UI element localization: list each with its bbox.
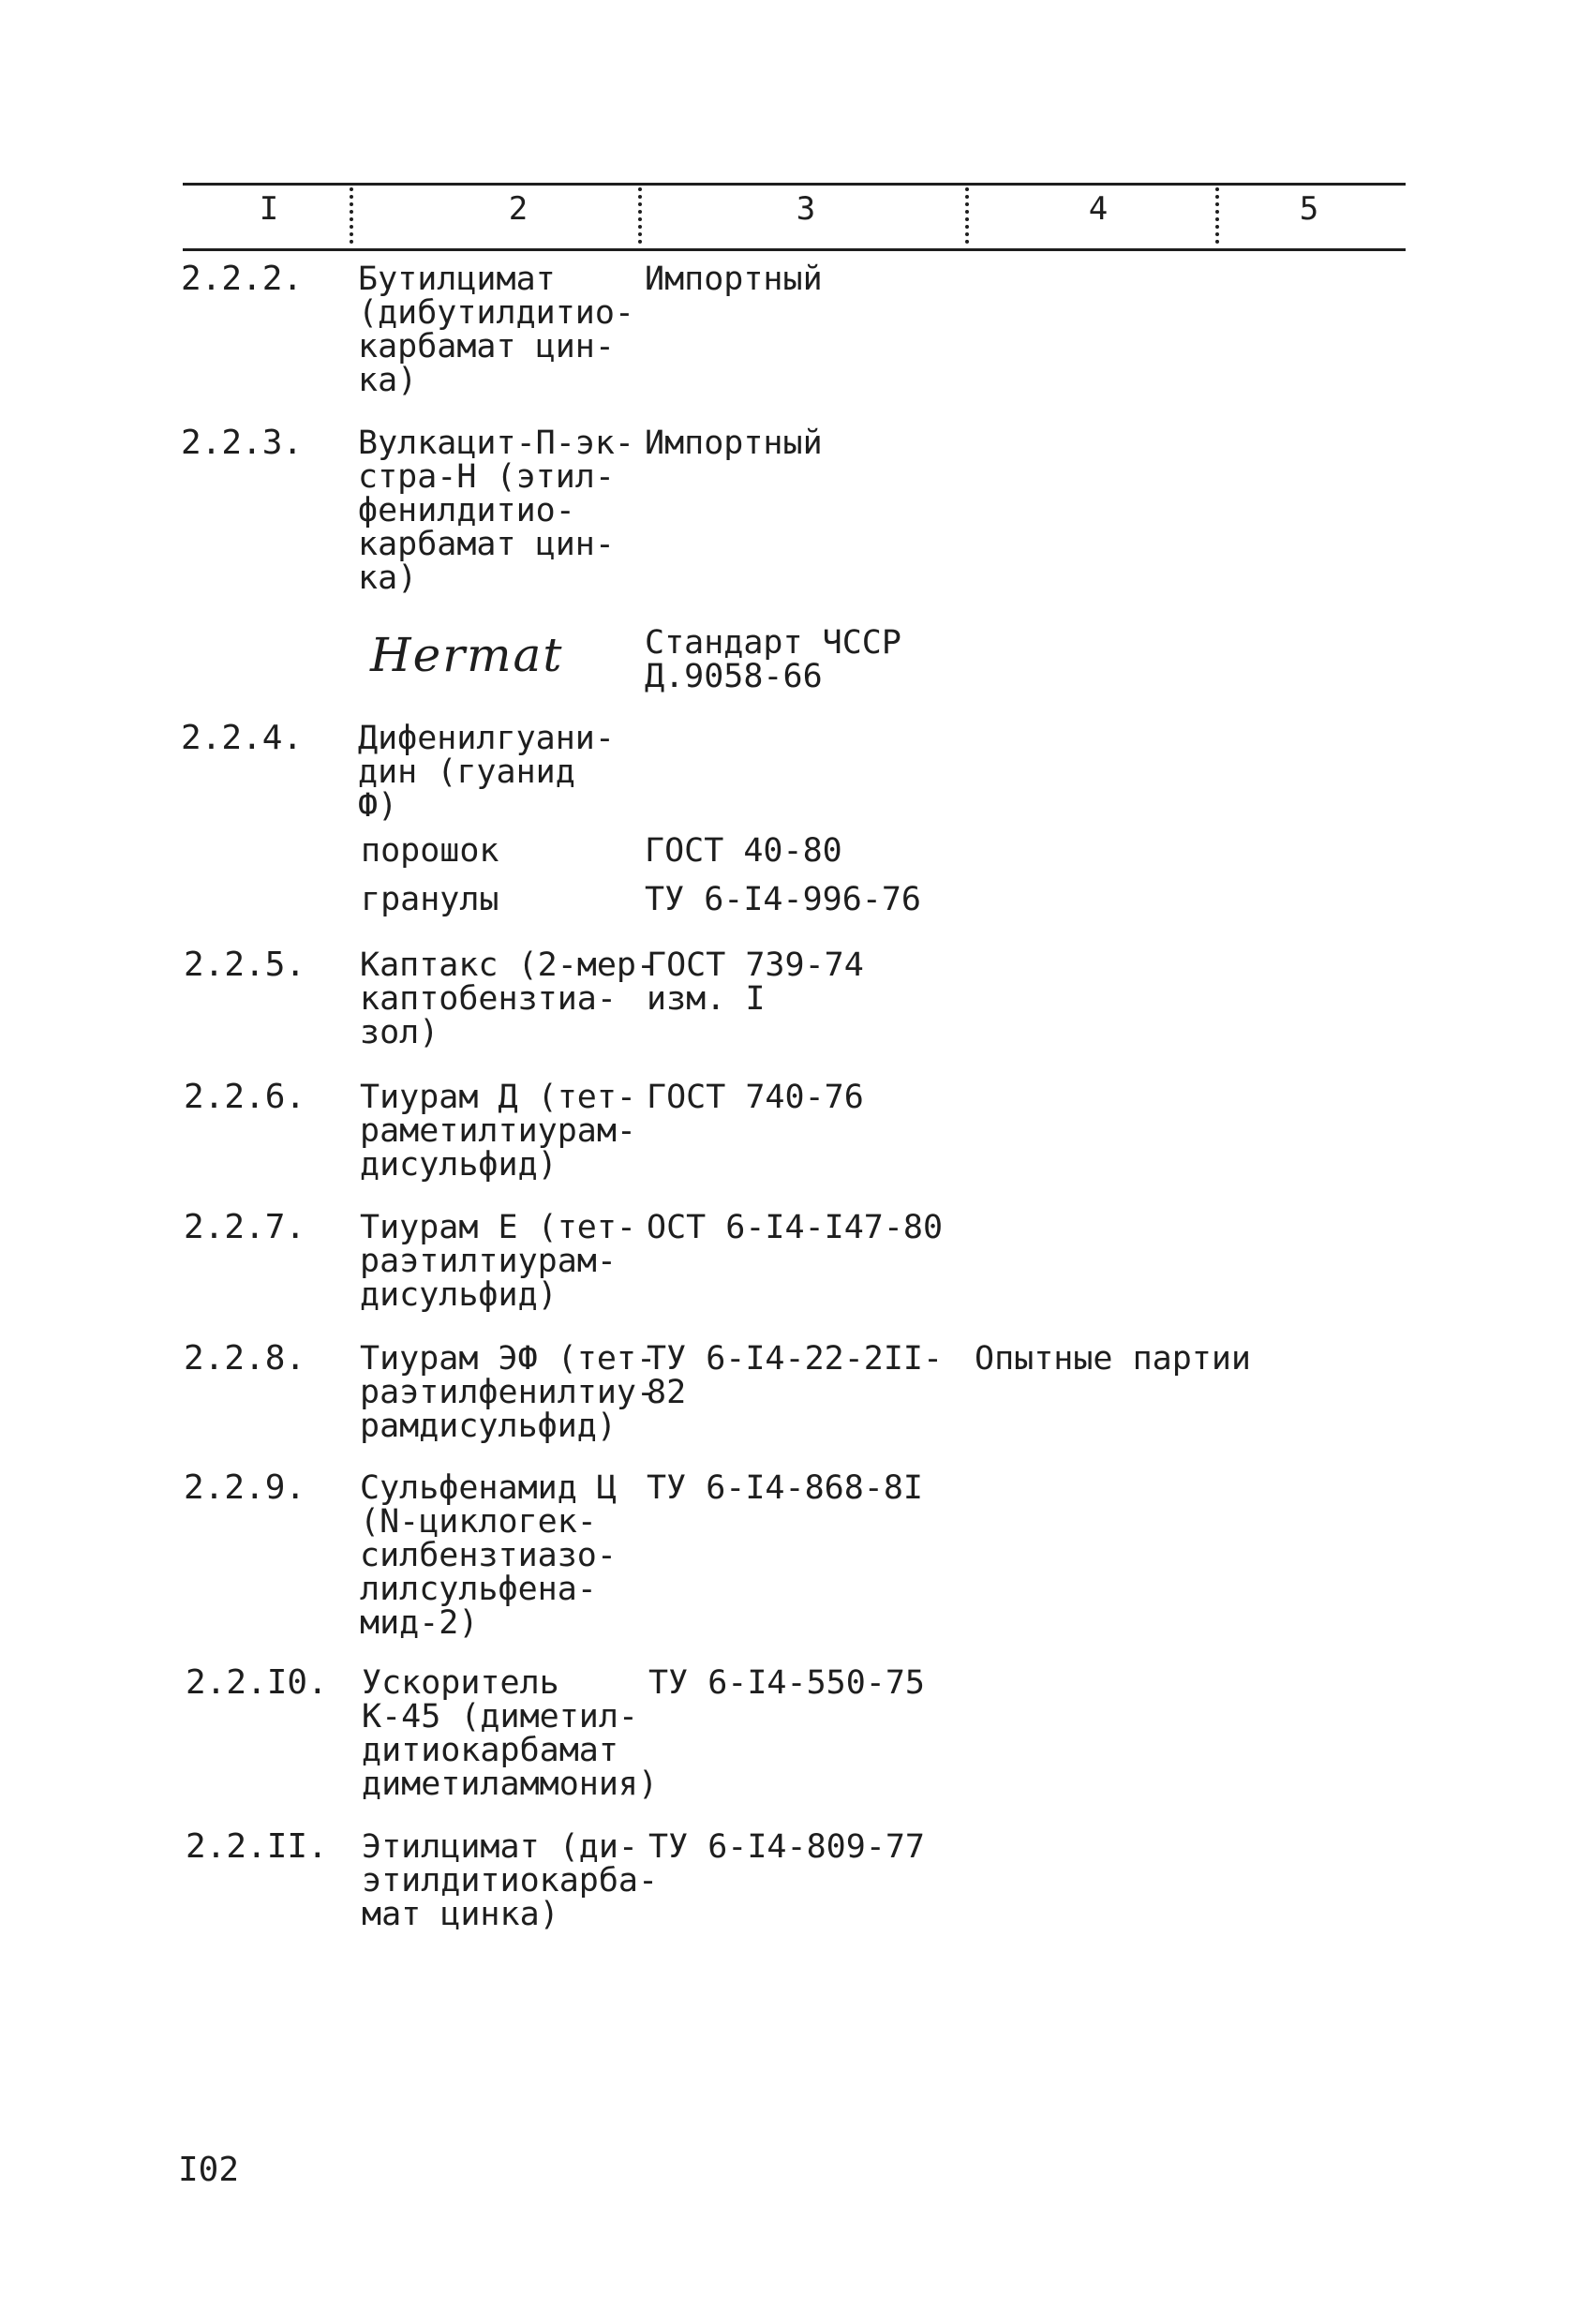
item-standard: ТУ 6-I4-550-75 bbox=[648, 1664, 926, 1702]
column-separator bbox=[1215, 187, 1219, 244]
item-standard: ГОСТ 739-74 изм. I bbox=[647, 946, 864, 1018]
item-number: 2.2.4. bbox=[181, 719, 304, 757]
column-header-4: 4 bbox=[1088, 190, 1109, 228]
item-standard: ТУ 6-I4-996-76 bbox=[645, 881, 922, 918]
column-separator bbox=[350, 187, 353, 244]
handwritten-name: Hermat bbox=[370, 628, 564, 682]
table-top-rule bbox=[183, 183, 1406, 186]
item-standard: ОСТ 6-I4-I47-80 bbox=[647, 1209, 944, 1246]
item-name: Ускоритель К-45 (диметил- дитиокарбамат диметиламмония) bbox=[362, 1664, 659, 1803]
item-subname: порошок bbox=[361, 832, 499, 870]
item-number: 2.2.7. bbox=[184, 1208, 306, 1246]
item-number: 2.2.8. bbox=[184, 1339, 306, 1378]
item-name: Дифенилгуани- дин (гуанид Ф) bbox=[358, 720, 615, 825]
item-standard: Стандарт ЧССР Д.9058-66 bbox=[645, 624, 901, 695]
item-name: Этилцимат (ди- этилдитиокарба- мат цинка) bbox=[362, 1828, 659, 1933]
item-standard: ТУ 6-I4-809-77 bbox=[648, 1828, 926, 1866]
page-number: I02 bbox=[178, 2151, 240, 2189]
item-name: Сульфенамид Ц (N-циклогек- силбензтиазо- лилсульфена- мид-2) bbox=[360, 1469, 617, 1642]
item-standard: Импортный bbox=[645, 261, 823, 298]
table-header-rule bbox=[183, 248, 1406, 251]
item-number: 2.2.I0. bbox=[186, 1663, 328, 1702]
item-number: 2.2.II. bbox=[186, 1827, 328, 1866]
item-name: Каптакс (2-мер- каптобензтиа- зол) bbox=[360, 946, 657, 1051]
column-separator bbox=[638, 187, 642, 244]
item-standard: ГОСТ 40-80 bbox=[645, 832, 842, 870]
item-name: Тиурам Д (тет- раметилтиурам- дисульфид) bbox=[360, 1079, 637, 1184]
item-number: 2.2.5. bbox=[184, 946, 306, 984]
column-header-2: 2 bbox=[508, 190, 529, 228]
column-header-3: 3 bbox=[796, 190, 816, 228]
item-number: 2.2.9. bbox=[184, 1468, 306, 1507]
column-header-5: 5 bbox=[1299, 190, 1319, 228]
item-number: 2.2.2. bbox=[181, 260, 304, 298]
item-note: Опытные партии bbox=[975, 1340, 1252, 1378]
item-name: Бутилцимат (дибутилдитио- карбамат цин- ка) bbox=[358, 261, 635, 399]
column-header-1: I bbox=[259, 190, 279, 228]
item-standard: ТУ 6-I4-22-2II- 82 bbox=[647, 1340, 944, 1411]
item-number: 2.2.3. bbox=[181, 424, 304, 462]
item-number: 2.2.6. bbox=[184, 1078, 306, 1116]
item-name: Тиурам Е (тет- раэтилтиурам- дисульфид) bbox=[360, 1209, 637, 1314]
item-name: Тиурам ЭФ (тет- раэтилфенилтиу- рамдисульфид) bbox=[360, 1340, 657, 1445]
item-standard: Импортный bbox=[645, 425, 823, 462]
item-standard: ТУ 6-I4-868-8I bbox=[647, 1469, 924, 1507]
item-standard: ГОСТ 740-76 bbox=[647, 1079, 864, 1116]
column-separator bbox=[965, 187, 969, 244]
item-name: Вулкацит-П-эк- стра-Н (этил- фенилдитио- карбамат цин- ка) bbox=[358, 425, 635, 597]
item-subname: гранулы bbox=[361, 881, 499, 918]
